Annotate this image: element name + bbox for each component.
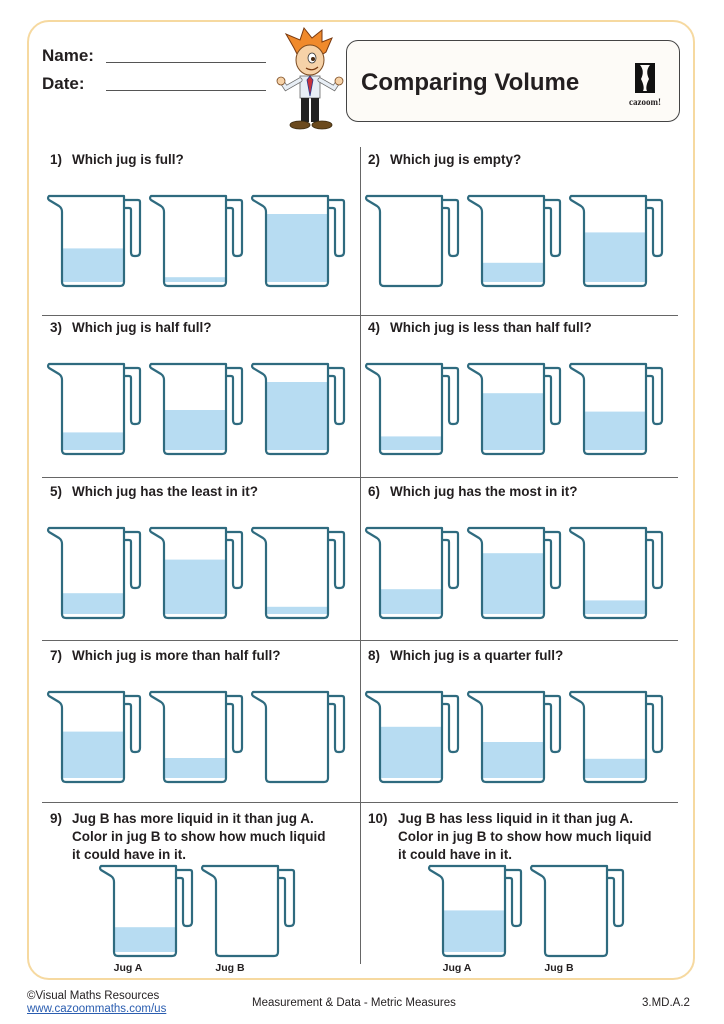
question-text: Which jug has the bbox=[72, 484, 192, 499]
question-9 bbox=[50, 810, 325, 864]
question-number: 3) bbox=[50, 320, 63, 335]
question-text: it could have in it. bbox=[72, 847, 187, 862]
jug-option-3[interactable] bbox=[568, 190, 664, 290]
question-keyword: less bbox=[466, 811, 493, 826]
jug-option-1[interactable] bbox=[46, 686, 142, 786]
question-number: 6) bbox=[368, 484, 381, 499]
question-text: in it? bbox=[541, 484, 578, 499]
jug-option-3[interactable] bbox=[568, 522, 664, 622]
jug-option-1[interactable] bbox=[46, 358, 142, 458]
jug-option-1[interactable] bbox=[46, 522, 142, 622]
liquid-fill bbox=[483, 393, 543, 450]
standard-code: 3.MD.A.2 bbox=[642, 997, 690, 1009]
liquid-fill bbox=[63, 732, 123, 778]
jug-option-2[interactable] bbox=[466, 686, 562, 786]
cazoom-logo bbox=[625, 61, 665, 107]
liquid-fill bbox=[267, 214, 327, 282]
q9-jug-b[interactable] bbox=[200, 860, 296, 960]
jug-icon bbox=[46, 522, 142, 622]
jug-option-3[interactable] bbox=[568, 686, 664, 786]
row-divider bbox=[42, 802, 678, 803]
question-keyword: less than half full bbox=[473, 320, 584, 335]
jug-icon bbox=[148, 686, 244, 786]
question-text: Color in jug B to show how much liquid bbox=[72, 829, 326, 844]
jug-icon bbox=[466, 522, 562, 622]
jug-icon bbox=[148, 190, 244, 290]
logo-text: cazoom! bbox=[629, 97, 661, 107]
liquid-fill bbox=[165, 410, 225, 450]
question-6 bbox=[368, 484, 578, 499]
question-5 bbox=[50, 484, 258, 499]
jug-icon bbox=[250, 190, 346, 290]
jug-icon bbox=[148, 358, 244, 458]
liquid-fill bbox=[63, 593, 123, 614]
copyright-text: ©Visual Maths Resources bbox=[27, 990, 160, 1002]
question-keyword: empty bbox=[473, 152, 514, 167]
jug-option-2[interactable] bbox=[148, 358, 244, 458]
question-number: 7) bbox=[50, 648, 63, 663]
question-1 bbox=[50, 152, 184, 167]
q10-jug-a[interactable] bbox=[427, 860, 523, 960]
question-text: Which jug is bbox=[390, 320, 474, 335]
jug-option-1[interactable] bbox=[46, 190, 142, 290]
liquid-fill bbox=[444, 910, 504, 952]
question-4 bbox=[368, 320, 592, 335]
liquid-fill bbox=[165, 560, 225, 614]
jug-option-2[interactable] bbox=[466, 190, 562, 290]
jug-option-3[interactable] bbox=[250, 522, 346, 622]
footer-credits bbox=[27, 990, 166, 1016]
question-text: in it? bbox=[222, 484, 259, 499]
jug-option-3[interactable] bbox=[250, 358, 346, 458]
liquid-fill bbox=[165, 758, 225, 778]
jug-option-1[interactable] bbox=[364, 190, 460, 290]
question-7 bbox=[50, 648, 281, 663]
jug-b-label: Jug B bbox=[215, 962, 245, 974]
question-text: liquid in it than jug A. bbox=[492, 811, 634, 826]
liquid-fill bbox=[381, 436, 441, 450]
jug-icon bbox=[148, 522, 244, 622]
jug-a-label: Jug A bbox=[113, 962, 143, 974]
name-label: Name: bbox=[42, 46, 94, 65]
jug-option-1[interactable] bbox=[364, 358, 460, 458]
jug-icon bbox=[364, 190, 460, 290]
liquid-fill bbox=[585, 759, 645, 778]
q10-jug-b[interactable] bbox=[529, 860, 625, 960]
jug-icon bbox=[364, 522, 460, 622]
question-text: liquid in it than jug A. bbox=[173, 811, 314, 826]
jug-icon bbox=[46, 190, 142, 290]
liquid-fill bbox=[483, 263, 543, 282]
question-text: ? bbox=[513, 152, 522, 167]
question-number: 1) bbox=[50, 152, 63, 167]
jug-icon bbox=[529, 860, 625, 960]
jug-icon bbox=[568, 686, 664, 786]
jug-icon bbox=[568, 190, 664, 290]
question-number: 8) bbox=[368, 648, 381, 663]
liquid-fill bbox=[165, 277, 225, 282]
jug-option-3[interactable] bbox=[250, 686, 346, 786]
jug-icon bbox=[364, 686, 460, 786]
jug-option-2[interactable] bbox=[148, 190, 244, 290]
jug-icon bbox=[250, 686, 346, 786]
jug-icon bbox=[98, 860, 194, 960]
question-text: Which jug has the bbox=[390, 484, 510, 499]
jug-option-3[interactable] bbox=[568, 358, 664, 458]
jug-option-1[interactable] bbox=[364, 686, 460, 786]
question-10 bbox=[368, 810, 651, 864]
liquid-fill bbox=[585, 412, 645, 450]
date-label: Date: bbox=[42, 74, 85, 93]
jug-icon bbox=[466, 686, 562, 786]
question-text: Which jug is a bbox=[390, 648, 485, 663]
liquid-fill bbox=[585, 600, 645, 614]
jug-option-2[interactable] bbox=[466, 358, 562, 458]
name-field[interactable] bbox=[106, 62, 266, 63]
question-number: 9) bbox=[50, 811, 63, 826]
question-text: Which jug is bbox=[72, 648, 156, 663]
question-8 bbox=[368, 648, 563, 663]
liquid-fill bbox=[483, 742, 543, 778]
question-keyword: quarter bbox=[484, 648, 532, 663]
question-2 bbox=[368, 152, 521, 167]
jug-option-2[interactable] bbox=[466, 522, 562, 622]
jug-icon bbox=[364, 358, 460, 458]
question-keyword: least bbox=[191, 484, 223, 499]
jug-icon bbox=[568, 358, 664, 458]
question-keyword: full bbox=[155, 152, 176, 167]
question-keyword: half full bbox=[155, 320, 204, 335]
question-text: ? bbox=[175, 152, 184, 167]
liquid-fill bbox=[267, 382, 327, 450]
row-divider bbox=[42, 477, 678, 478]
jug-icon bbox=[568, 522, 664, 622]
liquid-fill bbox=[115, 927, 175, 952]
mascot-character-icon bbox=[272, 26, 348, 136]
jug-option-1[interactable] bbox=[364, 522, 460, 622]
question-text: Color in jug B to show how much liquid bbox=[398, 829, 652, 844]
question-number: 2) bbox=[368, 152, 381, 167]
date-field[interactable] bbox=[106, 90, 266, 91]
question-text: Which jug is bbox=[72, 320, 156, 335]
liquid-fill bbox=[381, 727, 441, 778]
liquid-fill bbox=[483, 553, 543, 614]
jug-option-2[interactable] bbox=[148, 686, 244, 786]
column-divider bbox=[360, 147, 361, 964]
jug-icon bbox=[250, 358, 346, 458]
question-text: Jug B has bbox=[72, 811, 141, 826]
website-link[interactable]: www.cazoommaths.com/us bbox=[27, 1003, 167, 1015]
question-text: Jug B has bbox=[398, 811, 467, 826]
question-number: 5) bbox=[50, 484, 63, 499]
liquid-fill bbox=[63, 248, 123, 282]
liquid-fill bbox=[585, 232, 645, 282]
question-number: 10) bbox=[368, 811, 388, 826]
title-box bbox=[346, 40, 680, 122]
question-keyword: most bbox=[509, 484, 542, 499]
row-divider bbox=[42, 315, 678, 316]
liquid-fill bbox=[63, 432, 123, 450]
question-number: 4) bbox=[368, 320, 381, 335]
jug-icon bbox=[46, 358, 142, 458]
question-text: ? bbox=[203, 320, 212, 335]
question-text: it could have in it. bbox=[398, 847, 513, 862]
jug-option-3[interactable] bbox=[250, 190, 346, 290]
question-text: ? bbox=[272, 648, 281, 663]
question-text: Which jug is bbox=[390, 152, 474, 167]
jug-b-label: Jug B bbox=[544, 962, 574, 974]
q9-jug-a[interactable] bbox=[98, 860, 194, 960]
question-text: full? bbox=[531, 648, 564, 663]
jug-a-label: Jug A bbox=[442, 962, 472, 974]
jug-icon bbox=[466, 358, 562, 458]
question-3 bbox=[50, 320, 212, 335]
question-text: ? bbox=[583, 320, 592, 335]
jug-option-2[interactable] bbox=[148, 522, 244, 622]
row-divider bbox=[42, 640, 678, 641]
question-keyword: more bbox=[140, 811, 174, 826]
subject-text: Measurement & Data - Metric Measures bbox=[252, 997, 456, 1009]
jug-icon bbox=[427, 860, 523, 960]
jug-icon bbox=[466, 190, 562, 290]
jug-icon bbox=[46, 686, 142, 786]
question-text: Which jug is bbox=[72, 152, 156, 167]
page-title: Comparing Volume bbox=[361, 69, 580, 96]
liquid-fill bbox=[381, 589, 441, 614]
jug-icon bbox=[200, 860, 296, 960]
cazoom-logo-icon bbox=[625, 61, 665, 95]
question-keyword: more than half full bbox=[155, 648, 273, 663]
liquid-fill bbox=[267, 607, 327, 614]
jug-icon bbox=[250, 522, 346, 622]
